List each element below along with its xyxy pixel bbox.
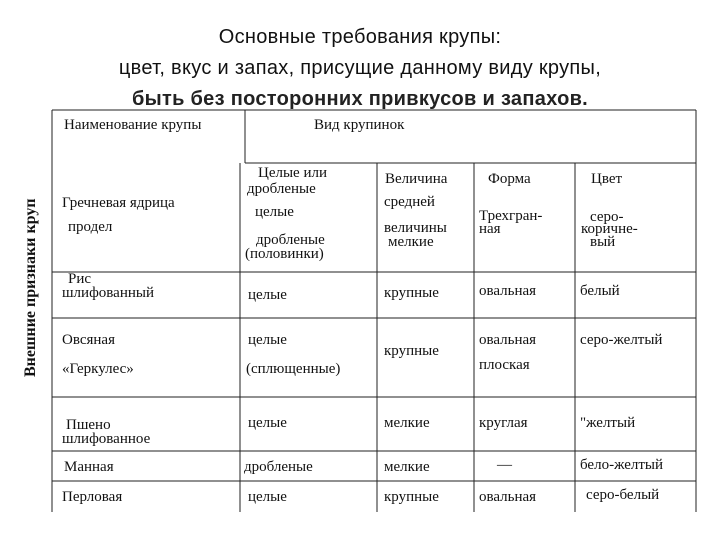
header-shape: Форма: [488, 171, 531, 187]
row3-name-2: «Геркулес»: [62, 361, 134, 377]
row3-size: крупные: [384, 343, 439, 359]
row1-shape-2: ная: [479, 221, 501, 237]
row3-name-1: Овсяная: [62, 332, 115, 348]
row1-color-1: серо-: [590, 209, 624, 225]
row5-kind: дробленые: [244, 459, 313, 475]
row4-kind: целые: [248, 415, 287, 431]
header-size: Величина: [385, 171, 448, 187]
row1-shape-1: Трехгран-: [479, 208, 543, 224]
side-label: Внешние признаки круп: [22, 198, 39, 377]
row4-name-2: шлифованное: [62, 431, 151, 447]
row1-color-3: вый: [590, 234, 616, 250]
row4-color: "желтый: [580, 415, 636, 431]
header-color: Цвет: [591, 171, 623, 187]
title-line-2: цвет, вкус и запах, присущие данному виду крупы,: [118, 57, 602, 79]
title-line-1: Основные требования крупы:: [218, 26, 502, 48]
row5-size: мелкие: [384, 459, 430, 475]
row1-color-2: коричне-: [581, 221, 638, 237]
row1-size-2: величины: [384, 220, 447, 236]
row2-name-1: Рис: [68, 271, 92, 287]
row2-size: крупные: [384, 285, 439, 301]
row4-name-1: Пшено: [66, 417, 111, 433]
row4-size: мелкие: [384, 415, 430, 431]
row4-shape: круглая: [479, 415, 528, 431]
row2-color: белый: [580, 283, 620, 299]
row1-size-3: мелкие: [388, 234, 434, 250]
row6-color: серо-белый: [586, 487, 660, 503]
row5-color: бело-желтый: [580, 457, 664, 473]
row2-shape: овальная: [479, 283, 537, 299]
row3-shape-2: плоская: [479, 357, 530, 373]
header-whole-or-broken-2: дробленые: [247, 181, 316, 197]
row6-size: крупные: [384, 489, 439, 505]
row6-kind: целые: [248, 489, 287, 505]
row6-name: Перловая: [62, 489, 123, 505]
title-line-3: быть без посторонних привкусов и запахов.: [131, 88, 589, 110]
row1-kind-1: целые: [255, 204, 294, 220]
row3-shape-1: овальная: [479, 332, 537, 348]
row3-kind-2: (сплющенные): [246, 361, 341, 377]
row5-name: Манная: [64, 459, 114, 475]
row3-color: серо-желтый: [580, 332, 663, 348]
header-name: Наименование крупы: [64, 117, 202, 133]
row6-shape: овальная: [479, 489, 537, 505]
row3-kind-1: целые: [248, 332, 287, 348]
header-kind: Вид крупинок: [314, 117, 405, 133]
header-whole-or-broken-1: Целые или: [258, 165, 328, 181]
row2-name-2: шлифованный: [62, 285, 154, 301]
row1-kind-2: дробленые: [256, 232, 325, 248]
row1-name-1: Гречневая ядрица: [62, 195, 175, 211]
row1-kind-3: (половинки): [245, 246, 324, 262]
row5-shape: —: [497, 457, 512, 473]
row1-name-2: продел: [68, 219, 113, 235]
row1-size-1: средней: [384, 194, 435, 210]
row2-kind: целые: [248, 287, 287, 303]
